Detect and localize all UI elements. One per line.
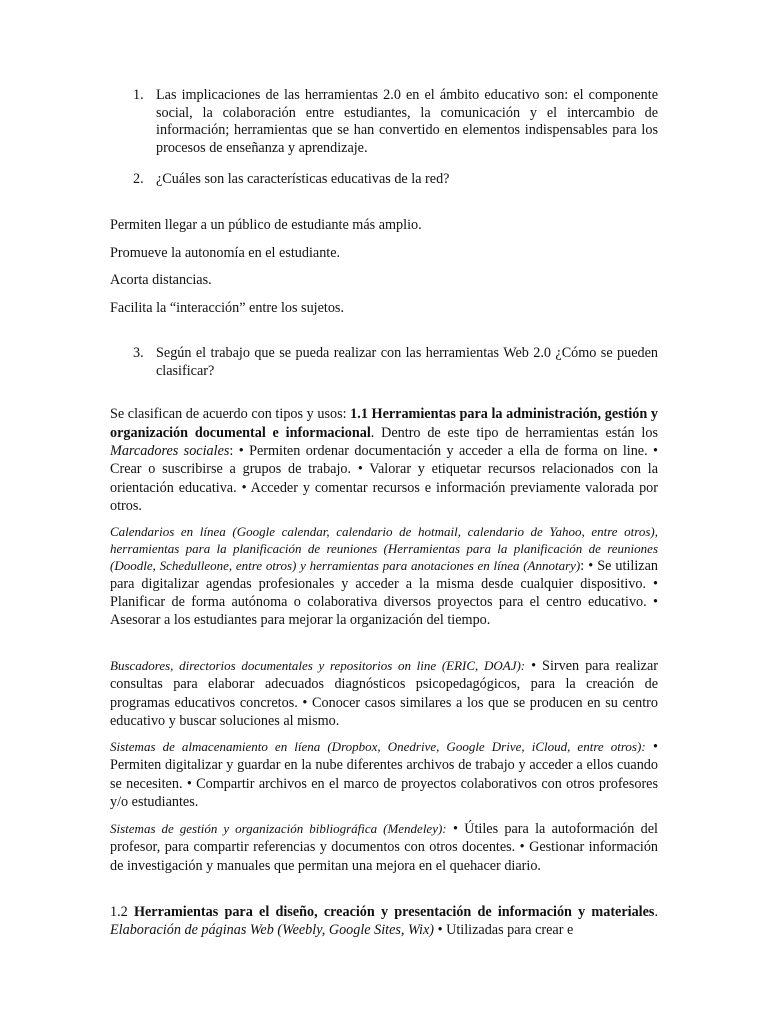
paragraph-text: . [654,904,658,920]
paragraph-text: • Útiles para la autoformación del profesor, para compartir referencias y documentos con otros docentes. • Gestionar información de investigación y manuales que permitan una mejora en el quehacer diario. [110,821,658,874]
term: Marcadores sociales [110,443,230,459]
paragraph-text: : • Permiten ordenar documentación y acceder a ella de forma on line. • Crear o suscribirse a grupos de trabajo. • Valorar y etiquetar recursos relacionados con la orientación educativa. • Acceder y comentar recursos e información previamente valorada por otros. [110,443,658,514]
bibliography-paragraph [110,820,658,875]
paragraph-lead: Se clasifican de acuerdo con tipos y usos: [110,406,351,422]
paragraph-text: . Dentro de este tipo de herramientas están los [370,424,658,441]
paragraph-text: • Permiten digitalizar y guardar en la nube diferentes archivos de trabajo y acceder a ellos cuando se necesiten. • Compartir archivos en el marco de proyectos colaborativos con otros profesores y/o estudiantes. [110,739,658,810]
characteristic-line: Permiten llegar a un público de estudiante más amplio. [110,217,422,233]
tools-list: Sistemas de almacenamiento en líena (Dropbox, Onedrive, Google Drive, iCloud, entre otros): [110,739,646,754]
tools-list: Calendarios en línea (Google calendar, calendario de hotmail, calendario de Yahoo, entre otros), herramientas para la planificación de reuniones (Herramientas para la planificación de reuniones (Doodle, Schedulleone, entre otros) y herramientas para anotaciones en línea (Annotary) [110,524,658,573]
paragraph-text: • Utilizadas para crear e [434,922,574,939]
paragraph-text: • Sirven para realizar consultas para elaborar adecuados diagnósticos psicopedagógicos, para la creación de programas educativos concretos. • Conocer casos similares a los que se producen en su centro educativo y buscar soluciones al mismo. [110,658,658,729]
classification-paragraph [110,405,658,515]
section-heading: 1.1 Herramientas para la administración, gestión y organización documental e informacional [110,406,659,441]
design-paragraph [110,903,658,940]
tools-list: Elaboración de páginas Web (Weebly, Google Sites, Wix) [110,922,435,939]
calendars-paragraph [110,523,658,629]
characteristic-line: Promueve la autonomía en el estudiante. [110,245,341,261]
list-number: 1. [133,87,144,103]
section-number: 1.2 [110,904,134,920]
list-number: 3. [133,345,144,361]
tools-list: Sistemas de gestión y organización bibliográfica (Mendeley): [110,821,447,836]
search-paragraph [110,657,658,730]
tools-list: Buscadores, directorios documentales y repositorios on line (ERIC, DOAJ): [110,658,526,673]
question-3-text: Según el trabajo que se pueda realizar con las herramientas Web 2.0 ¿Cómo se pueden clasificar? [156,345,658,379]
list-number: 2. [133,171,144,187]
question-1-text: Las implicaciones de las herramientas 2.0 en el ámbito educativo son: el componente social, la colaboración entre estudiantes, la comunicación y el intercambio de información; herramientas que se han convertido en elementos indispensables para los procesos de enseñanza y aprendizaje. [156,87,658,156]
paragraph-text: : • Se utilizan para digitalizar agendas profesionales y acceder a la misma desde cualquier dispositivo. • Planificar de forma autónoma o colaborativa diversos proyectos para el centro educativo. • Asesorar a los estudiantes para mejorar la organización del tiempo. [110,558,658,628]
characteristic-line: Facilita la “interacción” entre los sujetos. [110,300,345,316]
question-2-text: ¿Cuáles son las características educativas de la red? [156,171,450,187]
characteristic-line: Acorta distancias. [110,272,212,288]
section-heading: Herramientas para el diseño, creación y presentación de información y materiales [133,904,655,920]
storage-paragraph [110,738,658,811]
